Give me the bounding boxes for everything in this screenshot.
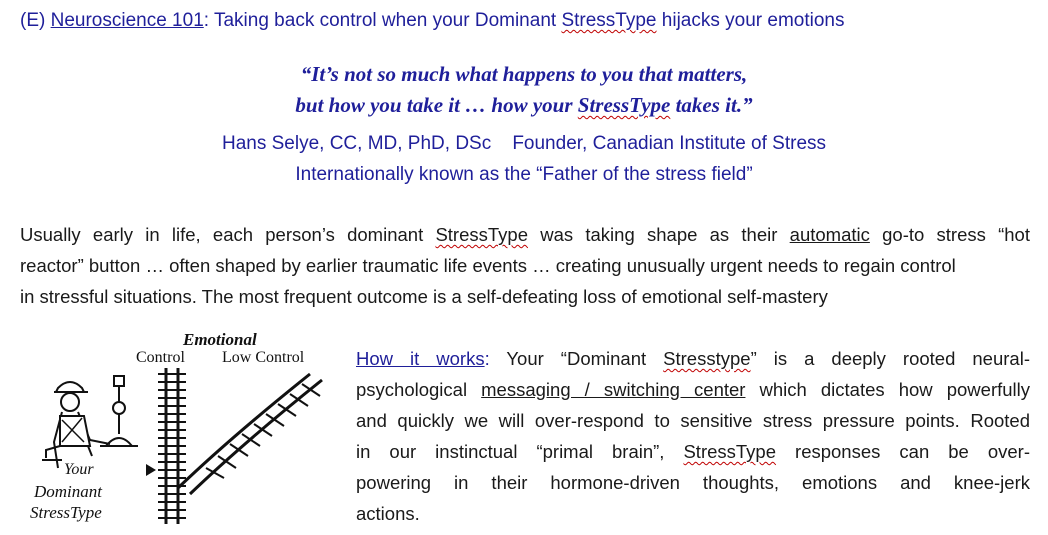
heading-colon: : bbox=[203, 10, 214, 31]
how-text: ” is a deeply rooted neural- bbox=[750, 348, 1030, 369]
how-text: Your “Dominant bbox=[489, 348, 664, 369]
how-text: in our instinctual “primal brain”, bbox=[356, 441, 684, 462]
intro-text: Usually early in life, each person’s dominant bbox=[20, 224, 436, 245]
how-line-4 bbox=[356, 436, 1030, 467]
section-heading bbox=[20, 10, 844, 32]
how-it-works-paragraph bbox=[356, 343, 1030, 529]
attribution-line-1: Hans Selye, CC, MD, PhD, DSc Founder, Canadian Institute of Stress bbox=[221, 133, 827, 154]
intro-line-2: reactor” button … often shaped by earlier traumatic life events … creating unusually urgent needs to regain control bbox=[20, 255, 956, 276]
heading-stresstype: StressType bbox=[561, 10, 657, 31]
how-stresstype: Stresstype bbox=[663, 348, 751, 369]
figure-label-emotional: Emotional bbox=[183, 330, 257, 349]
quote-line-2 bbox=[0, 93, 1048, 118]
how-line-6: actions. bbox=[356, 503, 420, 524]
intro-stresstype: StressType bbox=[435, 224, 528, 245]
figure-label-stresstype: StressType bbox=[30, 503, 102, 522]
how-text: responses can be over- bbox=[776, 441, 1030, 462]
how-line-1 bbox=[356, 343, 1030, 374]
how-it-works-link[interactable]: How it works bbox=[356, 348, 485, 369]
how-text: psychological bbox=[356, 379, 482, 400]
quote-text-end: takes it.” bbox=[670, 93, 753, 117]
heading-prefix: (E) bbox=[20, 10, 51, 31]
railway-switch-worker-icon bbox=[20, 328, 350, 528]
intro-automatic: automatic bbox=[789, 224, 870, 245]
intro-line-1 bbox=[20, 219, 1030, 250]
quote-text: but how you take it … how your bbox=[295, 93, 578, 117]
figure-label-dominant: Dominant bbox=[34, 482, 102, 501]
quote-line-1: “It’s not so much what happens to you that matters, bbox=[300, 62, 748, 86]
stresstype-figure bbox=[20, 328, 350, 528]
intro-text: go-to stress “hot bbox=[869, 224, 1030, 245]
how-line-2 bbox=[356, 374, 1030, 405]
how-text: which dictates how powerfully bbox=[745, 379, 1031, 400]
heading-text-end: hijacks your emotions bbox=[656, 10, 845, 31]
attribution-line-2: Internationally known as the “Father of the stress field” bbox=[295, 164, 753, 185]
heading-text: Taking back control when your Dominant bbox=[213, 10, 562, 31]
how-line-5: powering in their hormone-driven thoughts, emotions and knee-jerk bbox=[356, 472, 1030, 493]
intro-line-3: in stressful situations. The most frequent outcome is a self-defeating loss of emotional self-mastery bbox=[20, 286, 828, 307]
how-stresstype: StressType bbox=[683, 441, 777, 462]
quote-stresstype: StressType bbox=[577, 93, 671, 117]
intro-text: was taking shape as their bbox=[528, 224, 790, 245]
neuroscience-link[interactable]: Neuroscience 101 bbox=[50, 10, 204, 31]
figure-label-low-control: Low Control bbox=[222, 349, 305, 366]
figure-label-control: Control bbox=[136, 349, 185, 366]
intro-paragraph bbox=[20, 219, 1030, 312]
how-colon: : bbox=[484, 348, 490, 369]
how-line-3: and quickly we will over-respond to sensitive stress pressure points. Rooted bbox=[356, 410, 1030, 431]
figure-label-your: Your bbox=[64, 461, 94, 478]
switching-center-link: messaging / switching center bbox=[481, 379, 746, 400]
